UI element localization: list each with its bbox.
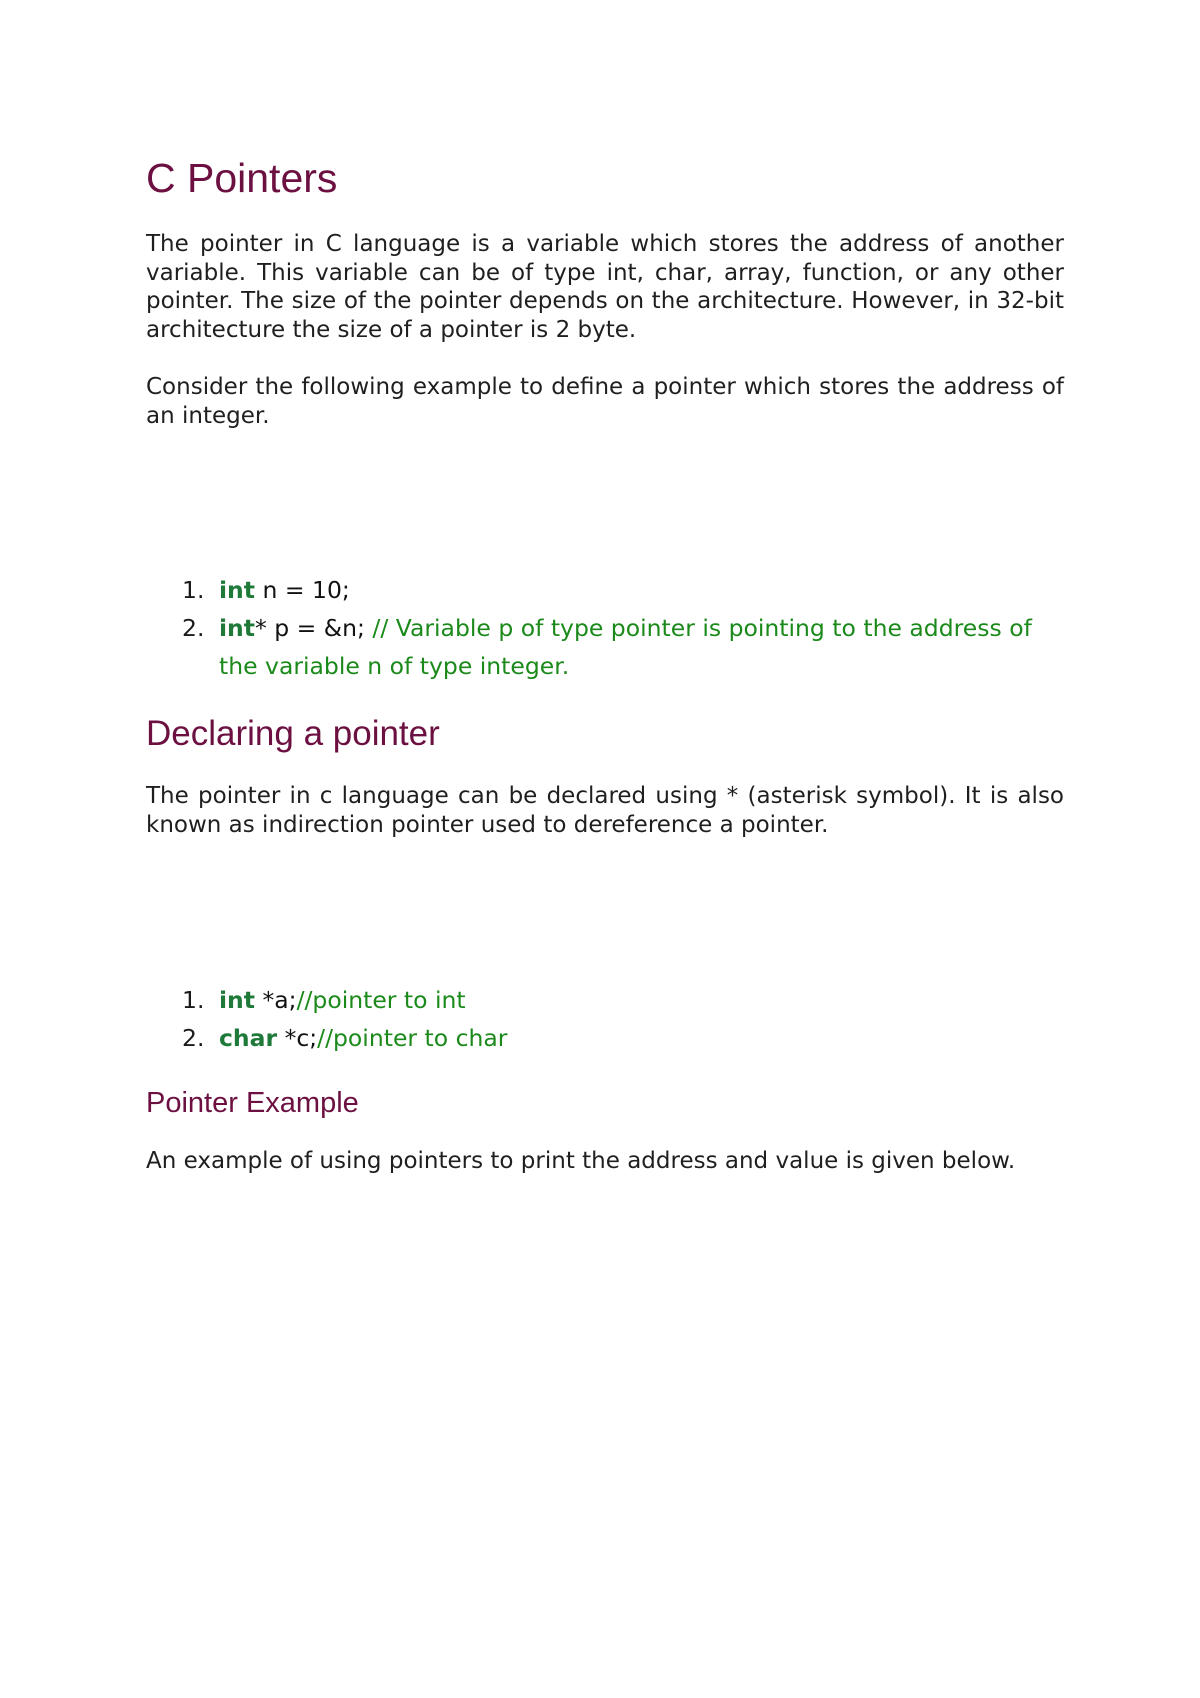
page-title: C Pointers — [146, 155, 338, 201]
line-number: 1. — [182, 576, 205, 604]
code-line — [146, 981, 1064, 1019]
code-example-declaration — [146, 571, 1064, 685]
code-line — [146, 571, 1064, 609]
code-keyword: int — [219, 614, 256, 642]
line-number: 2. — [182, 1024, 205, 1052]
code-text: * p = &n; — [255, 614, 373, 642]
code-text: n = 10; — [255, 576, 350, 604]
consider-paragraph: Consider the following example to define a pointer which stores the address of an integer. — [146, 374, 1064, 429]
code-comment: //pointer to char — [317, 1024, 508, 1052]
line-number: 2. — [182, 614, 205, 642]
code-keyword: int — [219, 986, 256, 1014]
code-keyword: char — [219, 1024, 278, 1052]
intro-paragraph: The pointer in C language is a variable which stores the address of another variable. This variable can be of type int, char, array, function, or any other pointer. The size of the pointer depends on the architecture. However, in 32-bit architecture the size of a pointer is 2 byte. — [146, 231, 1064, 343]
declaring-paragraph: The pointer in c language can be declared using * (asterisk symbol). It is also known as indirection pointer used to dereference a pointer. — [146, 783, 1064, 838]
pointer-example-paragraph: An example of using pointers to print the address and value is given below. — [146, 1148, 1016, 1174]
code-line — [146, 1019, 1064, 1057]
code-keyword: int — [219, 576, 256, 604]
line-number: 1. — [182, 986, 205, 1014]
code-text: *a; — [255, 986, 297, 1014]
code-example-pointer-declarations — [146, 981, 1064, 1057]
section-heading-declaring: Declaring a pointer — [146, 714, 440, 753]
code-text: *c; — [277, 1024, 318, 1052]
code-line — [146, 609, 1064, 685]
section-heading-pointer-example: Pointer Example — [146, 1087, 359, 1119]
code-comment: //pointer to int — [296, 986, 466, 1014]
code-comment: // Variable p of type pointer is pointing to the address of the variable n of type integer. — [219, 614, 1032, 680]
